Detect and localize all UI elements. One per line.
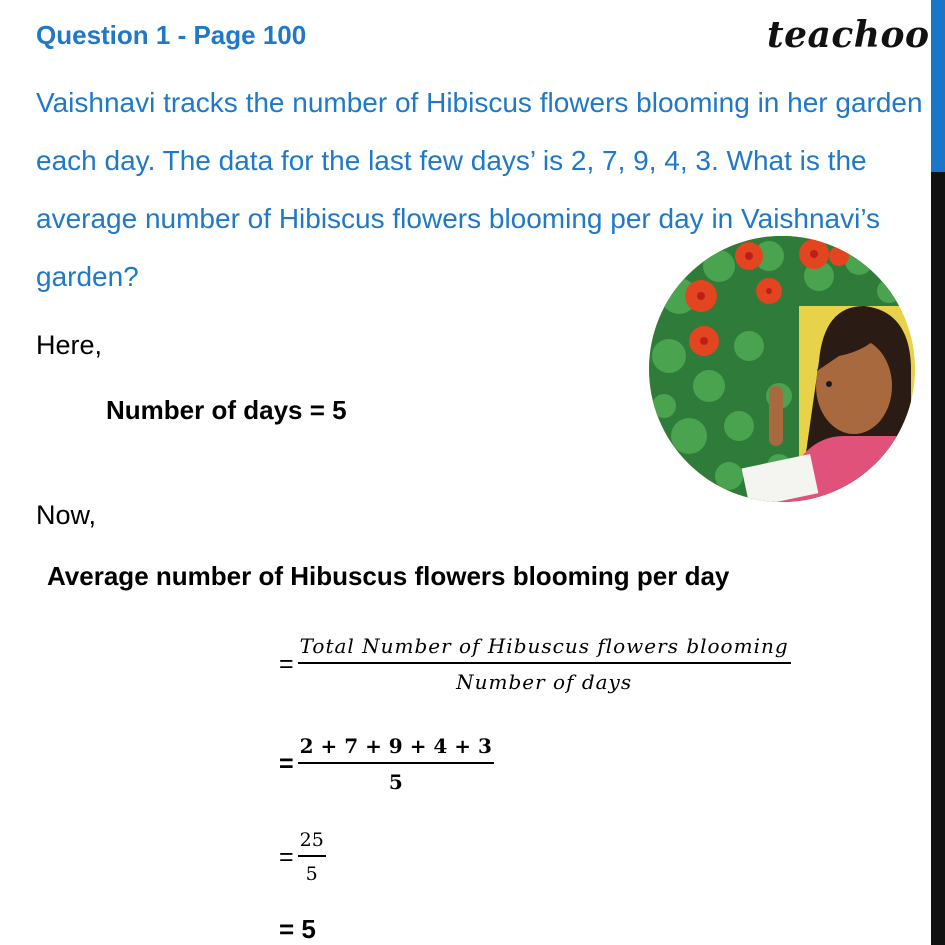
final-answer: = 5 <box>279 914 316 944</box>
equation-step-3 <box>279 829 326 885</box>
equation-step-1 <box>279 634 791 694</box>
hibiscus-illustration <box>649 236 915 502</box>
right-edge-accent <box>931 0 945 172</box>
brand-logo: teachoo <box>767 14 930 56</box>
question-text: Vaishnavi tracks the number of Hibiscus flowers blooming in her garden each day. The data for the last few days’ is 2, 7, 9, 4, 3. What is the average number of Hibiscus flowers blooming per day in Vaishnavi’s garden? <box>36 87 923 292</box>
average-heading: Average number of Hibuscus flowers blooming per day <box>47 561 730 591</box>
fraction-numerator: 2 + 7 + 9 + 4 + 3 <box>298 734 494 764</box>
question-title: Question 1 - Page 100 <box>36 20 307 50</box>
fraction <box>298 829 326 885</box>
days-statement: Number of days = 5 <box>106 395 347 425</box>
fraction-numerator: Total Number of Hibuscus flowers blooming <box>298 634 791 664</box>
fraction <box>298 634 791 694</box>
fraction <box>298 734 494 794</box>
equation-step-2 <box>279 734 494 794</box>
now-label: Now, <box>36 500 97 530</box>
equals-sign: = <box>279 842 294 871</box>
fraction-denominator: 5 <box>305 863 318 885</box>
here-label: Here, <box>36 330 103 360</box>
fraction-denominator: 5 <box>388 770 403 794</box>
equals-sign: = <box>279 649 294 678</box>
equals-sign: = <box>279 749 294 778</box>
fraction-numerator: 25 <box>298 829 326 857</box>
fraction-denominator: Number of days <box>456 670 633 694</box>
